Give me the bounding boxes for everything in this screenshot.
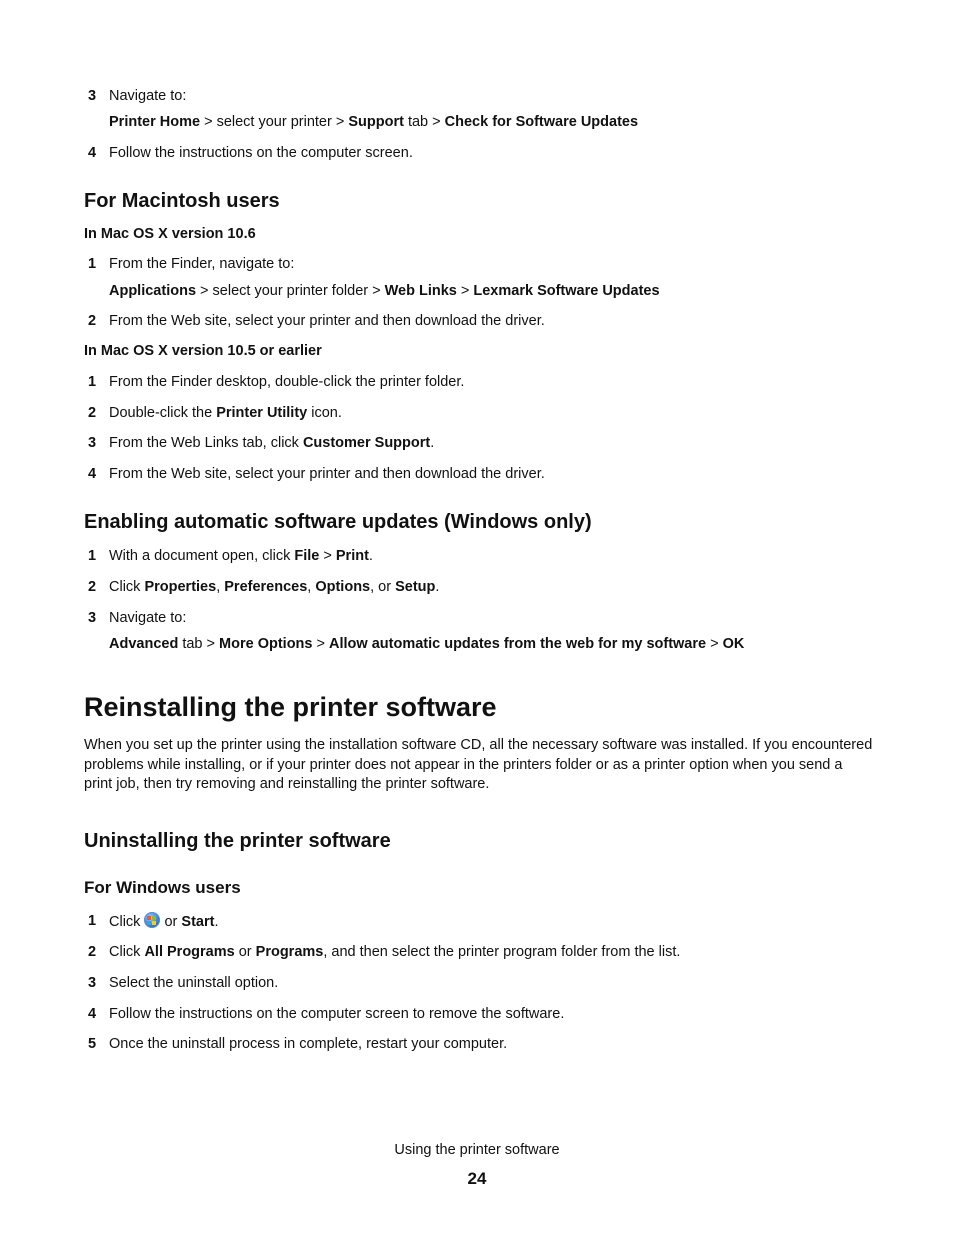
path-separator: >	[706, 636, 723, 652]
footer-title: Using the printer software	[394, 1142, 560, 1158]
properties-label: Properties	[144, 579, 217, 595]
path-separator: tab >	[178, 636, 220, 652]
start-label: Start	[181, 914, 215, 930]
step-number: 5	[88, 1036, 97, 1052]
step-text: or	[160, 914, 182, 930]
step-text: ,	[307, 579, 316, 595]
programs-label: Programs	[255, 944, 324, 960]
step-number: 2	[88, 405, 97, 421]
step-number: 2	[88, 944, 97, 960]
path-ok: OK	[722, 636, 745, 652]
menu-path	[109, 282, 660, 300]
step-text: From the Finder desktop, double-click the printer folder.	[109, 374, 465, 390]
mac-105-heading: In Mac OS X version 10.5 or earlier	[84, 343, 322, 359]
step-text: , or	[370, 579, 396, 595]
path-web-links: Web Links	[384, 283, 457, 299]
step-text: Select the uninstall option.	[109, 975, 279, 991]
setup-label: Setup	[395, 579, 436, 595]
uninstall-heading: Uninstalling the printer software	[84, 830, 391, 852]
step-text: ,	[216, 579, 225, 595]
path-printer-home: Printer Home	[109, 114, 201, 130]
step-text: .	[214, 914, 219, 930]
path-check-updates: Check for Software Updates	[444, 114, 639, 130]
menu-path	[109, 635, 744, 653]
print-label: Print	[335, 548, 369, 564]
step-text: Click	[109, 914, 145, 930]
step-number: 4	[88, 1006, 97, 1022]
step-number: 3	[88, 610, 97, 626]
path-allow-updates: Allow automatic updates from the web for my software	[329, 636, 707, 652]
step-text: Navigate to:	[109, 88, 187, 104]
step-text: icon.	[307, 405, 342, 421]
step-text: .	[435, 579, 440, 595]
step-number: 3	[88, 435, 97, 451]
step-number: 3	[88, 88, 97, 104]
step-number: 4	[88, 145, 97, 161]
step-text: .	[430, 435, 435, 451]
path-support: Support	[348, 114, 404, 130]
step-number: 4	[88, 466, 97, 482]
page-number: 24	[467, 1169, 487, 1188]
step-text: or	[234, 944, 256, 960]
path-applications: Applications	[109, 283, 197, 299]
path-separator: > select your printer folder >	[196, 283, 385, 299]
step-text: With a document open, click	[109, 548, 295, 564]
step-number: 1	[88, 913, 97, 929]
step-text: From the Web site, select your printer and then download the driver.	[109, 466, 545, 482]
mac-heading: For Macintosh users	[84, 190, 280, 212]
step-text: Once the uninstall process in complete, restart your computer.	[109, 1036, 508, 1052]
file-label: File	[294, 548, 320, 564]
options-label: Options	[315, 579, 371, 595]
auto-updates-heading: Enabling automatic software updates (Windows only)	[84, 511, 592, 533]
step-text: .	[368, 548, 373, 564]
step-number: 1	[88, 374, 97, 390]
mac-106-heading: In Mac OS X version 10.6	[84, 226, 256, 242]
path-separator: >	[456, 283, 474, 299]
step-number: 1	[88, 548, 97, 564]
reinstall-heading: Reinstalling the printer software	[84, 692, 497, 722]
path-separator: >	[319, 548, 336, 564]
path-more-options: More Options	[219, 636, 313, 652]
step-text: From the Finder, navigate to:	[109, 256, 295, 272]
step-text: Double-click the	[109, 405, 217, 421]
step-number: 2	[88, 579, 97, 595]
step-number: 3	[88, 975, 97, 991]
reinstall-body: When you set up the printer using the installation software CD, all the necessary software was installed. If you encountered problems while installing, or if your printer does not appear in the printers folder or as a printer option when you send a print job, then try removing and reinstalling the printer software.	[84, 737, 873, 792]
windows-users-heading: For Windows users	[84, 878, 241, 897]
menu-path	[109, 113, 638, 131]
step-text: Click	[109, 579, 145, 595]
path-separator: tab >	[403, 114, 445, 130]
path-separator: >	[312, 636, 330, 652]
step-text: From the Web Links tab, click	[109, 435, 303, 451]
windows-start-icon	[144, 912, 160, 928]
all-programs-label: All Programs	[144, 944, 235, 960]
preferences-label: Preferences	[224, 579, 308, 595]
printer-utility-label: Printer Utility	[216, 405, 308, 421]
step-text: Click	[109, 944, 145, 960]
path-advanced: Advanced	[109, 636, 179, 652]
path-separator: > select your printer >	[200, 114, 349, 130]
step-number: 2	[88, 313, 97, 329]
step-text: Follow the instructions on the computer screen.	[109, 145, 413, 161]
customer-support-label: Customer Support	[302, 435, 431, 451]
step-text: Follow the instructions on the computer screen to remove the software.	[109, 1006, 565, 1022]
step-text: From the Web site, select your printer and then download the driver.	[109, 313, 545, 329]
step-text: , and then select the printer program folder from the list.	[323, 944, 681, 960]
path-lexmark-updates: Lexmark Software Updates	[473, 283, 660, 299]
step-text: Navigate to:	[109, 610, 187, 626]
step-number: 1	[88, 256, 97, 272]
